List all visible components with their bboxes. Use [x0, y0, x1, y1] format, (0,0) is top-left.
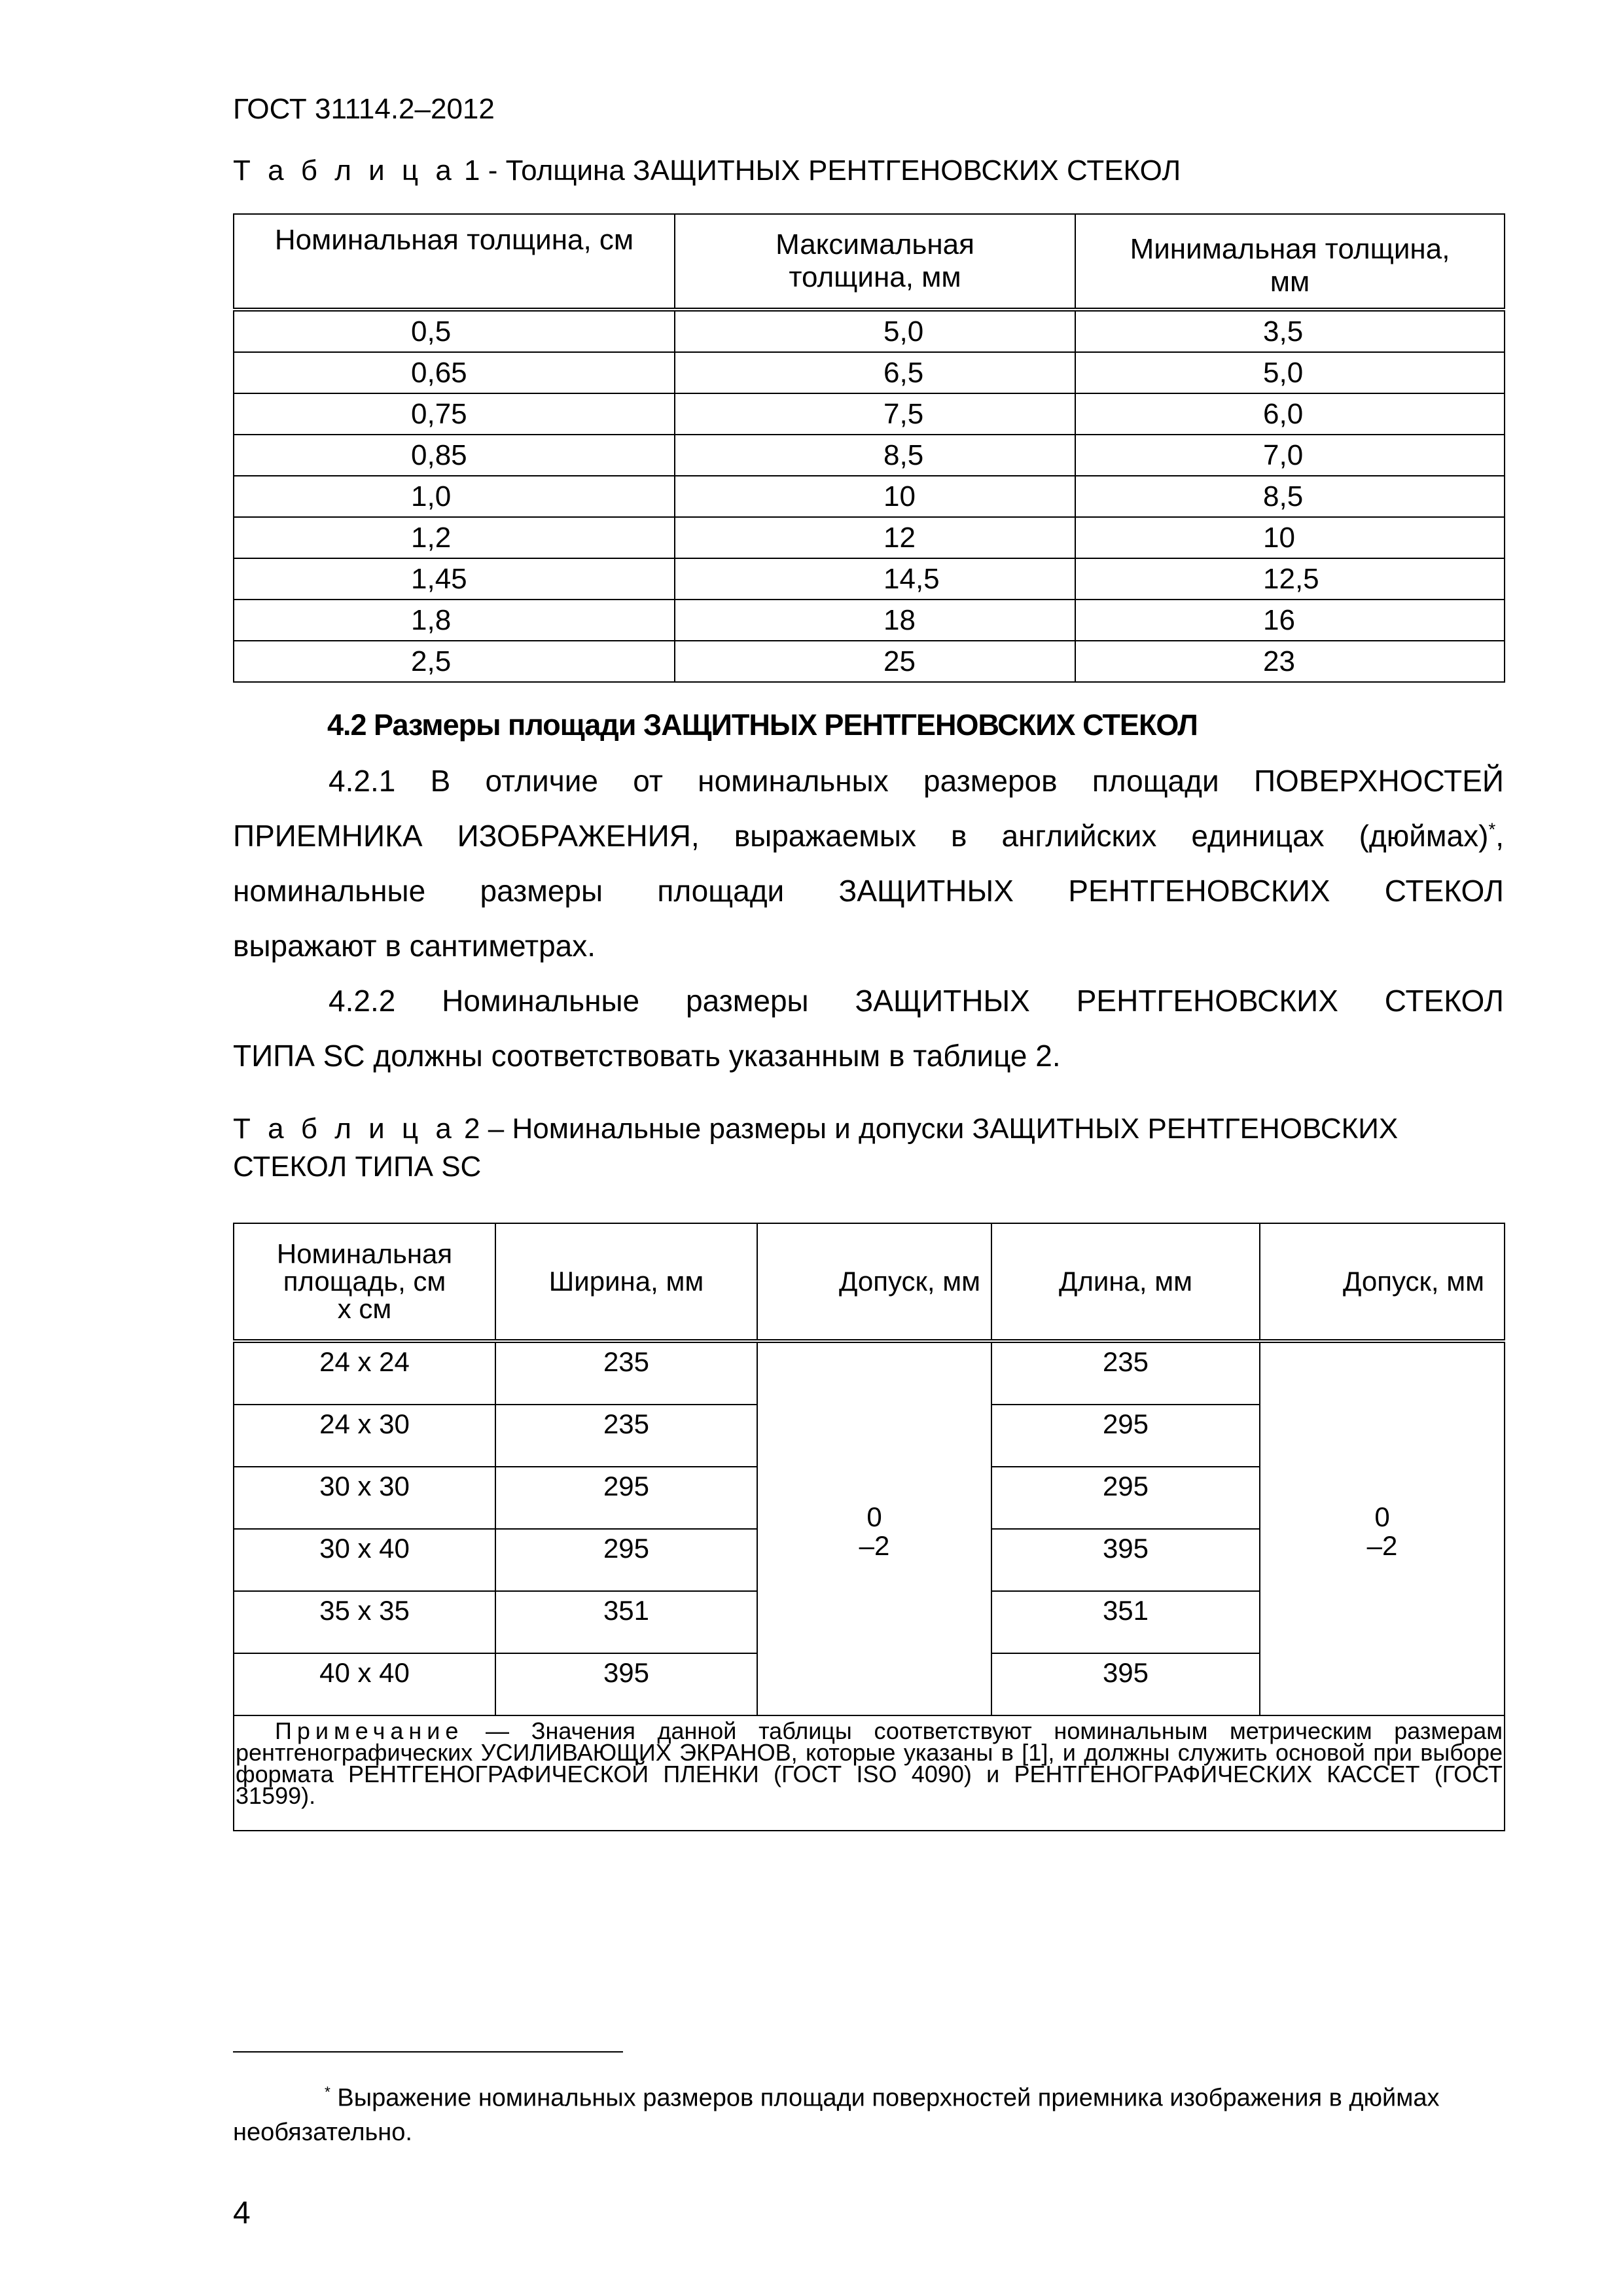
table1-header-row	[234, 214, 1505, 310]
table1-cell-max: 8,5	[675, 435, 1075, 476]
table1-cell-max: 6,5	[675, 352, 1075, 393]
table2-cell-area: 24 х 30	[234, 1405, 495, 1467]
footnote-separator	[233, 2051, 623, 2053]
table2-caption-label: Т а б л и ц а	[233, 1113, 456, 1145]
table-1	[233, 213, 1505, 683]
table2-cell-width: 235	[495, 1405, 757, 1467]
document-code: ГОСТ 31114.2–2012	[233, 93, 495, 125]
table2-note-row	[234, 1715, 1505, 1831]
table1-cell-max: 25	[675, 641, 1075, 682]
page-number: 4	[233, 2196, 251, 2231]
table1-cell-max: 7,5	[675, 393, 1075, 435]
table2-caption-line-2: СТЕКОЛ ТИПА SC	[233, 1151, 482, 1183]
footnote-text: Выражение номинальных размеров площади поверхностей приемника изображения в дюймах необязательно.	[233, 2084, 1440, 2146]
table1-caption	[233, 152, 1181, 190]
table1-row	[234, 517, 1505, 558]
length-tolerance-lower: –2	[1366, 1530, 1398, 1561]
table2-col-length-tolerance: Допуск, мм	[1260, 1223, 1505, 1341]
note-label: Примечание	[275, 1717, 464, 1744]
paragraph-4-2-2-line-2: ТИПА SC должны соответствовать указанным в таблице 2.	[233, 1039, 1061, 1073]
paragraph-4-2-1-text: ПРИЕМНИКА ИЗОБРАЖЕНИЯ, выражаемых в английских единицах (дюймах)	[233, 819, 1489, 853]
table2-caption-line-1	[233, 1110, 1398, 1148]
table1-cell-min: 23	[1075, 641, 1505, 682]
footnote	[233, 2075, 1504, 2149]
table2-cell-width: 295	[495, 1467, 757, 1529]
table1-row	[234, 558, 1505, 600]
table1-row	[234, 352, 1505, 393]
table1-cell-min: 6,0	[1075, 393, 1505, 435]
table1-cell-nominal: 0,85	[234, 435, 675, 476]
table2-cell-length: 351	[991, 1591, 1260, 1653]
table1-cell-max: 18	[675, 600, 1075, 641]
table1-cell-nominal: 1,0	[234, 476, 675, 517]
table1-cell-max: 12	[675, 517, 1075, 558]
table1-cell-min: 5,0	[1075, 352, 1505, 393]
table2-col-width-tolerance: Допуск, мм	[757, 1223, 991, 1341]
table1-cell-max: 10	[675, 476, 1075, 517]
paragraph-4-2-1-comma: ,	[1495, 819, 1504, 853]
table1-cell-min: 12,5	[1075, 558, 1505, 600]
table2-col-width: Ширина, мм	[495, 1223, 757, 1341]
table1-row	[234, 476, 1505, 517]
footnote-marker: *	[325, 2083, 330, 2100]
table2-cell-area: 24 х 24	[234, 1341, 495, 1405]
table1-cell-nominal: 1,2	[234, 517, 675, 558]
table1-cell-nominal: 1,45	[234, 558, 675, 600]
table2-cell-length: 235	[991, 1341, 1260, 1405]
section-title: 4.2 Размеры площади ЗАЩИТНЫХ РЕНТГЕНОВСКИХ СТЕКОЛ	[327, 708, 1198, 742]
table2-cell-area: 30 х 30	[234, 1467, 495, 1529]
paragraph-4-2-1-line-3: номинальные размеры площади ЗАЩИТНЫХ РЕНТГЕНОВСКИХ СТЕКОЛ	[233, 874, 1504, 908]
table2-cell-area: 30 х 40	[234, 1529, 495, 1591]
table2-row	[234, 1341, 1505, 1405]
table2-caption	[233, 1110, 1398, 1186]
table1-caption-label: Т а б л и ц а	[233, 154, 456, 187]
table-2	[233, 1223, 1505, 1831]
table2-cell-length: 395	[991, 1653, 1260, 1715]
table2-cell-width: 395	[495, 1653, 757, 1715]
table2-cell-width: 235	[495, 1341, 757, 1405]
table1-cell-nominal: 0,65	[234, 352, 675, 393]
width-tolerance-lower: –2	[859, 1530, 890, 1561]
table1-row	[234, 393, 1505, 435]
paragraph-4-2-1-line-4: выражают в сантиметрах.	[233, 929, 596, 963]
table1-cell-max: 5,0	[675, 310, 1075, 352]
note-text: — Значения данной таблицы соответствуют номинальным метрическим размерам рентгенографических УСИЛИВАЮЩИХ ЭКРАНОВ, которые указаны в [1], и должны служить основой при выборе формата РЕНТГЕНОГРАФИЧЕСКОЙ ПЛЕНКИ (ГОСТ ISO 4090) и РЕНТГЕНОГРАФИЧЕСКИХ КАССЕТ (ГОСТ 31599).	[236, 1717, 1503, 1809]
table1-col-max: Максимальная толщина, мм	[675, 214, 1075, 310]
table2-cell-width: 295	[495, 1529, 757, 1591]
width-tolerance-upper: 0	[866, 1501, 882, 1532]
table1-col-nominal: Номинальная толщина, см	[234, 214, 675, 310]
length-tolerance-upper: 0	[1374, 1501, 1390, 1532]
table2-caption-text: 2 – Номинальные размеры и допуски ЗАЩИТНЫХ РЕНТГЕНОВСКИХ	[455, 1113, 1399, 1145]
table1-cell-min: 7,0	[1075, 435, 1505, 476]
table1-cell-nominal: 2,5	[234, 641, 675, 682]
table1-cell-min: 3,5	[1075, 310, 1505, 352]
table1-row	[234, 310, 1505, 352]
table2-note	[234, 1715, 1505, 1831]
table2-cell-length: 295	[991, 1467, 1260, 1529]
table1-row	[234, 600, 1505, 641]
paragraph-4-2-1-line-2	[233, 818, 1504, 853]
table2-header-row	[234, 1223, 1505, 1341]
table2-cell-length: 295	[991, 1405, 1260, 1467]
table1-row	[234, 435, 1505, 476]
table2-col-area: Номинальная площадь, см х см	[234, 1223, 495, 1341]
table2-cell-width: 351	[495, 1591, 757, 1653]
table2-cell-length: 395	[991, 1529, 1260, 1591]
table2-cell-length-tolerance	[1260, 1341, 1505, 1715]
table2-cell-area: 35 х 35	[234, 1591, 495, 1653]
paragraph-4-2-1-line-1: 4.2.1 В отличие от номинальных размеров площади ПОВЕРХНОСТЕЙ	[329, 764, 1504, 798]
table1-row	[234, 641, 1505, 682]
table1-cell-min: 10	[1075, 517, 1505, 558]
table2-cell-area: 40 х 40	[234, 1653, 495, 1715]
table1-col-min: Минимальная толщина, мм	[1075, 214, 1505, 310]
table1-cell-min: 8,5	[1075, 476, 1505, 517]
table1-cell-nominal: 0,5	[234, 310, 675, 352]
table1-cell-min: 16	[1075, 600, 1505, 641]
table1-cell-nominal: 1,8	[234, 600, 675, 641]
table2-col-length: Длина, мм	[991, 1223, 1260, 1341]
paragraph-4-2-2-line-1: 4.2.2 Номинальные размеры ЗАЩИТНЫХ РЕНТГЕНОВСКИХ СТЕКОЛ	[329, 984, 1504, 1018]
table1-caption-text: 1 - Толщина ЗАЩИТНЫХ РЕНТГЕНОВСКИХ СТЕКОЛ	[455, 154, 1181, 187]
table1-cell-nominal: 0,75	[234, 393, 675, 435]
footnote-mark: *	[1488, 819, 1496, 840]
table2-cell-width-tolerance	[757, 1341, 991, 1715]
table1-cell-max: 14,5	[675, 558, 1075, 600]
